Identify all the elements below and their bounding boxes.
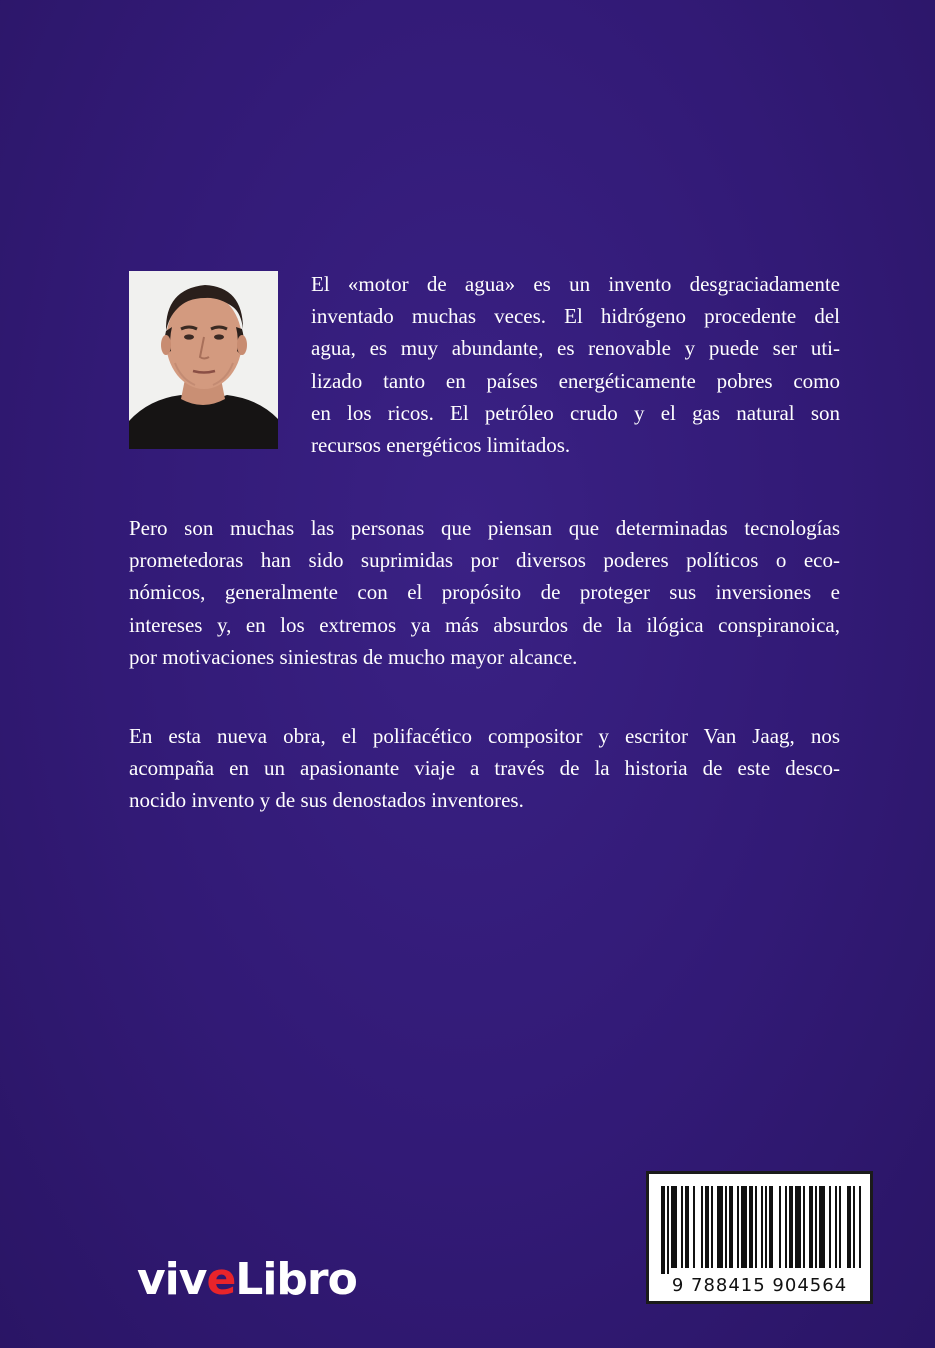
author-portrait-icon bbox=[129, 271, 278, 449]
text-line: en los ricos. El petróleo crudo y el gas natural son bbox=[311, 400, 840, 425]
intro-paragraph bbox=[311, 268, 840, 461]
text-line: nómicos, generalmente con el propósito de proteger sus inversiones e bbox=[129, 580, 840, 605]
barcode-bar bbox=[859, 1186, 861, 1268]
barcode-bar bbox=[725, 1186, 727, 1268]
barcode-bar bbox=[769, 1186, 773, 1268]
logo-part: Libro bbox=[235, 1254, 357, 1305]
barcode-bar bbox=[701, 1186, 703, 1268]
barcode-bar bbox=[789, 1186, 793, 1268]
logo-part: vi bbox=[137, 1254, 179, 1305]
text-line: El «motor de agua» es un invento desgraciadamente bbox=[311, 272, 840, 296]
barcode-bar bbox=[755, 1186, 757, 1268]
author-photo bbox=[129, 271, 278, 449]
barcode-bar bbox=[737, 1186, 739, 1268]
logo-accent: e bbox=[206, 1254, 236, 1305]
barcode-bar bbox=[761, 1186, 763, 1268]
text-line: prometedoras han sido suprimidas por diversos poderes políticos o eco- bbox=[129, 548, 840, 573]
text-line: agua, es muy abundante, es renovable y puede ser uti- bbox=[311, 336, 840, 361]
barcode-bar bbox=[711, 1186, 713, 1268]
text-line: En esta nueva obra, el polifacético compositor y escritor Van Jaag, nos bbox=[129, 724, 840, 748]
barcode-box bbox=[646, 1171, 873, 1304]
barcode-bar bbox=[717, 1186, 723, 1268]
text-line: nocido invento y de sus denostados inventores. bbox=[129, 788, 524, 813]
barcode-bar bbox=[809, 1186, 813, 1268]
barcode-bar bbox=[749, 1186, 753, 1268]
text-line: lizado tanto en países energéticamente pobres como bbox=[311, 368, 840, 393]
barcode-bar bbox=[835, 1186, 837, 1268]
isbn-digits: 9 788415 904564 bbox=[671, 1275, 848, 1296]
isbn-barcode-icon bbox=[649, 1174, 870, 1274]
barcode-bar bbox=[779, 1186, 781, 1268]
barcode-bar bbox=[705, 1186, 709, 1268]
text-line: recursos energéticos limitados. bbox=[311, 433, 571, 458]
barcode-bar bbox=[853, 1186, 855, 1268]
barcode-bar bbox=[667, 1186, 669, 1274]
barcode-bar bbox=[671, 1186, 677, 1268]
barcode-bar bbox=[795, 1186, 801, 1268]
barcode-bar bbox=[839, 1186, 841, 1268]
text-line: acompaña en un apasionante viaje a través de la historia de este desco- bbox=[129, 756, 840, 781]
barcode-bar bbox=[815, 1186, 817, 1268]
barcode-bar bbox=[765, 1186, 767, 1268]
closing-paragraph bbox=[129, 720, 840, 817]
barcode-bar bbox=[741, 1186, 747, 1268]
text-line: por motivaciones siniestras de mucho mayor alcance. bbox=[129, 644, 578, 669]
barcode-bar bbox=[661, 1186, 665, 1274]
barcode-bar bbox=[785, 1186, 787, 1268]
barcode-bar bbox=[847, 1186, 851, 1268]
barcode-bar bbox=[693, 1186, 695, 1268]
barcode-bar bbox=[685, 1186, 689, 1268]
barcode-bar bbox=[681, 1186, 683, 1268]
barcode-bar bbox=[829, 1186, 831, 1268]
body-paragraph bbox=[129, 512, 840, 673]
logo-part: v bbox=[178, 1254, 207, 1305]
publisher-logo bbox=[137, 1254, 357, 1305]
text-line: Pero son muchas las personas que piensan que determinadas tecnologías bbox=[129, 516, 840, 540]
text-line: intereses y, en los extremos ya más absurdos de la ilógica conspiranoica, bbox=[129, 612, 840, 637]
barcode-bar bbox=[729, 1186, 733, 1268]
barcode-bar bbox=[819, 1186, 825, 1268]
barcode-bar bbox=[803, 1186, 805, 1268]
text-line: inventado muchas veces. El hidrógeno procedente del bbox=[311, 304, 840, 329]
